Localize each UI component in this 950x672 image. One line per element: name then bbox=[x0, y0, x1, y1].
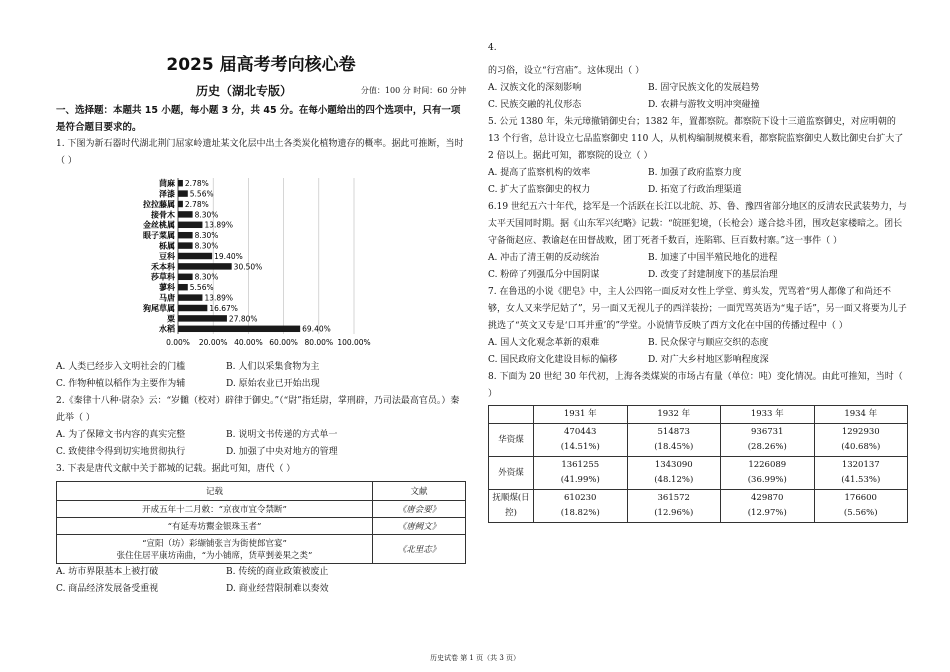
x-tick-label: 20.00% bbox=[198, 338, 228, 347]
cell-share: (41.53%) bbox=[841, 475, 881, 485]
table-cell bbox=[814, 457, 908, 490]
q1-option-c[interactable]: C. 作物种植以稻作为主要作为辅 bbox=[56, 379, 186, 389]
table-cell-record: “有延寿坊鬻金银珠玉者” bbox=[57, 518, 373, 535]
question-4-number: 4. bbox=[488, 43, 497, 53]
data-label: 2.78% bbox=[184, 179, 209, 189]
bar bbox=[178, 232, 193, 238]
question-3-options bbox=[56, 564, 466, 598]
q7-option-c[interactable]: C. 国民政府文化建设目标的偏移 bbox=[488, 355, 618, 365]
table-row-label: 外资煤 bbox=[489, 457, 534, 490]
q3-option-c[interactable]: C. 商品经济发展备受重视 bbox=[56, 584, 159, 594]
cell-value: 1226089 bbox=[748, 460, 787, 470]
q7-option-b[interactable]: B. 民众保守与顺应交织的态度 bbox=[648, 338, 769, 348]
category-label: 狗尾草属 bbox=[143, 303, 175, 313]
cell-share: (12.96%) bbox=[654, 508, 694, 518]
table-header-year: 1931 年 bbox=[534, 406, 628, 424]
category-label: 禾本科 bbox=[151, 262, 175, 272]
bar bbox=[178, 253, 212, 259]
q5-option-a[interactable]: A. 提高了监察机构的效率 bbox=[488, 168, 591, 178]
bar bbox=[178, 190, 188, 196]
cell-value: 470443 bbox=[564, 427, 597, 437]
category-label: 眼子菜属 bbox=[143, 231, 175, 241]
data-label: 19.40% bbox=[214, 251, 243, 261]
cell-share: (28.26%) bbox=[747, 442, 787, 452]
question-7-stem: 7. 在鲁迅的小说《肥皂》中，主人公四铭一面反对女性上学堂、剪头发，咒骂着“男人都像了和尚还不够，女人又来学尼姑了”，另一面又无视儿子的西洋装扮；一面咒骂英语为“鬼子话”，另一面又将要为儿子挑选了“英文又专是‘口耳并重’的”学堂。小说情节反映了西方文化在中国的传播过程中（ ） bbox=[488, 287, 907, 331]
table-header-source: 文献 bbox=[373, 482, 466, 501]
cell-value: 514873 bbox=[657, 427, 690, 437]
q6-option-a[interactable]: A. 冲击了清王朝的反动统治 bbox=[488, 253, 600, 263]
cell-value: 361572 bbox=[657, 493, 690, 503]
q3-option-a[interactable]: A. 坊市界限基本上被打破 bbox=[56, 567, 159, 577]
table-header-row bbox=[489, 406, 908, 424]
cell-share: (41.99%) bbox=[560, 475, 600, 485]
category-label: 金丝桃属 bbox=[143, 220, 175, 230]
table-row bbox=[57, 518, 466, 535]
table-row bbox=[489, 424, 908, 457]
data-label: 13.89% bbox=[204, 293, 234, 303]
q4-option-b[interactable]: B. 固守民族文化的发展趋势 bbox=[648, 83, 760, 93]
question-1-options bbox=[56, 359, 466, 393]
q7-option-a[interactable]: A. 国人文化观念革新的艰难 bbox=[488, 338, 600, 348]
exam-title: 2025 届高考考向核心卷 bbox=[166, 55, 356, 75]
q2-option-d[interactable]: D. 加强了中央对地方的管理 bbox=[226, 447, 338, 457]
data-label: 8.30% bbox=[194, 210, 219, 220]
data-label: 27.80% bbox=[228, 314, 258, 324]
q1-option-d[interactable]: D. 原始农业已开始出现 bbox=[226, 379, 320, 389]
table-cell bbox=[627, 457, 721, 490]
q2-option-c[interactable]: C. 致使律令得到切实地贯彻执行 bbox=[56, 447, 186, 457]
question-8-table bbox=[488, 405, 908, 523]
q6-option-b[interactable]: B. 加速了中国半殖民地化的进程 bbox=[648, 253, 778, 263]
q4-option-c[interactable]: C. 民族交融的礼仪形态 bbox=[488, 100, 582, 110]
table-row bbox=[489, 457, 908, 490]
q4-option-a[interactable]: A. 汉族文化的深刻影响 bbox=[488, 83, 582, 93]
question-8-stem: 8. 下面为 20 世纪 30 年代初，上海各类煤炭的市场占有量（单位：吨）变化情况。由此可推知，当时（ ） bbox=[488, 372, 903, 399]
question-5-options bbox=[488, 165, 908, 199]
q5-option-b[interactable]: B. 加强了政府监察力度 bbox=[648, 168, 742, 178]
question-1-chart bbox=[106, 174, 371, 359]
question-5-stem: 5. 公元 1380 年，朱元璋撤销御史台；1382 年，置都察院。都察院下设十三道监察御史，对应明朝的 13 个行省，总计设立七品监察御史 110 人，从机构编制规模来看，都察院监察御史人数比御史台扩大了 2 倍以上。据此可知，都察院的设立（ ） bbox=[488, 117, 904, 161]
x-tick-label: 100.00% bbox=[337, 338, 371, 347]
table-cell bbox=[534, 457, 628, 490]
question-1-stem: 1. 下图为新石器时代湖北荆门屈家岭遗址某文化层中出土各类炭化植物遗存的概率。据此可推断，当时（ ） bbox=[56, 139, 464, 166]
q4-option-d[interactable]: D. 农耕与游牧文明冲突碰撞 bbox=[648, 100, 760, 110]
x-tick-label: 60.00% bbox=[269, 338, 298, 347]
q2-option-b[interactable]: B. 说明文书传递的方式单一 bbox=[226, 430, 338, 440]
cell-share: (40.68%) bbox=[841, 442, 881, 452]
q2-option-a[interactable]: A. 为了保障文书内容的真实完整 bbox=[56, 430, 186, 440]
x-tick-label: 0.00% bbox=[166, 338, 190, 347]
exam-subtitle: 历史（湖北专版） bbox=[196, 84, 293, 98]
table-header-year: 1934 年 bbox=[814, 406, 908, 424]
cell-value: 936731 bbox=[751, 427, 784, 437]
data-label: 8.30% bbox=[194, 241, 219, 251]
cell-value: 429870 bbox=[751, 493, 784, 503]
bar bbox=[178, 294, 202, 300]
x-tick-label: 80.00% bbox=[304, 338, 334, 347]
category-label: 拉拉藤属 bbox=[143, 199, 175, 209]
q6-option-c[interactable]: C. 粉碎了列强瓜分中国阴谋 bbox=[488, 270, 600, 280]
question-3-table bbox=[56, 481, 466, 564]
q7-option-d[interactable]: D. 对广大乡村地区影响程度深 bbox=[648, 355, 769, 365]
table-cell bbox=[814, 490, 908, 523]
data-label: 8.30% bbox=[194, 231, 219, 241]
cell-share: (48.12%) bbox=[654, 475, 694, 485]
question-2-options bbox=[56, 427, 466, 461]
table-row bbox=[57, 501, 466, 518]
q3-option-d[interactable]: D. 商业经营限制难以奏效 bbox=[226, 584, 329, 594]
x-tick-label: 40.00% bbox=[234, 338, 263, 347]
category-label: 粟 bbox=[167, 314, 175, 324]
q1-option-b[interactable]: B. 人们以采集食物为主 bbox=[226, 362, 320, 372]
bar bbox=[178, 180, 183, 186]
question-6-options bbox=[488, 250, 908, 284]
category-label: 泽漆 bbox=[159, 189, 175, 199]
table-row-label: 抚顺煤(日控) bbox=[489, 490, 534, 523]
category-label: 莎草科 bbox=[151, 272, 175, 282]
cell-share: (36.99%) bbox=[747, 475, 787, 485]
table-header-record: 记载 bbox=[57, 482, 373, 501]
category-label: 水稻 bbox=[159, 324, 175, 334]
q5-option-c[interactable]: C. 扩大了监察御史的权力 bbox=[488, 185, 591, 195]
category-label: 马唐 bbox=[159, 293, 175, 303]
table-cell bbox=[721, 424, 815, 457]
bar bbox=[178, 222, 202, 228]
cell-value: 1292930 bbox=[841, 427, 880, 437]
section-heading: 一、选择题：本题共 15 小题，每小题 3 分，共 45 分。在每小题给出的四个选项中，只有一项是符合题目要求的。 bbox=[56, 105, 461, 133]
cell-share: (18.82%) bbox=[560, 508, 600, 518]
table-header-year: 1932 年 bbox=[627, 406, 721, 424]
table-cell bbox=[814, 424, 908, 457]
table-corner-cell bbox=[489, 406, 534, 424]
score-time: 分值：100 分 时间：60 分钟 bbox=[360, 86, 466, 95]
q3-option-b[interactable]: B. 传统的商业政策被废止 bbox=[226, 567, 329, 577]
table-header-year: 1933 年 bbox=[721, 406, 815, 424]
table-row-label: 华资煤 bbox=[489, 424, 534, 457]
bar bbox=[178, 315, 227, 321]
bar bbox=[178, 326, 300, 332]
table-cell bbox=[721, 490, 815, 523]
cell-value: 610230 bbox=[564, 493, 597, 503]
category-label: 栎属 bbox=[159, 241, 175, 251]
q1-option-a[interactable]: A. 人类已经步入文明社会的门槛 bbox=[56, 362, 186, 372]
left-column bbox=[56, 40, 466, 598]
category-label: 茼麻 bbox=[159, 179, 175, 189]
table-cell bbox=[721, 457, 815, 490]
data-label: 16.67% bbox=[209, 303, 238, 313]
table-cell bbox=[534, 424, 628, 457]
table-cell bbox=[534, 490, 628, 523]
right-column bbox=[488, 40, 908, 523]
q6-option-d[interactable]: D. 改变了封建制度下的基层治理 bbox=[648, 270, 778, 280]
data-label: 5.56% bbox=[189, 283, 214, 293]
bar bbox=[178, 263, 232, 269]
question-4-stem: 的习俗，设立“行宫庙”。这体现出（ ） bbox=[488, 66, 645, 76]
data-label: 69.40% bbox=[302, 324, 331, 334]
table-cell-record: 开成五年十二月敕：“京夜市宜令禁断” bbox=[57, 501, 373, 518]
cell-value: 1361255 bbox=[561, 460, 600, 470]
bar bbox=[178, 211, 193, 217]
data-label: 5.56% bbox=[189, 189, 214, 199]
subtitle-row bbox=[56, 80, 466, 102]
bar bbox=[178, 284, 188, 290]
data-label: 2.78% bbox=[184, 199, 209, 209]
cell-share: (12.97%) bbox=[747, 508, 787, 518]
cell-value: 1343090 bbox=[654, 460, 693, 470]
question-6-stem: 6.19 世纪五六十年代，捻军是一个活跃在长江以北皖、苏、鲁、豫四省部分地区的反清农民武装势力，与太平天国同时期。据《山东军兴纪略》记载：“皖匪犯境，（长枪会）遂合捻斗团，围攻赵家楼暗之。团长守备衙赵应、教谕赵在田督战败，团丁死者千数百，连陷郓、巨百数村寨。”这一事件（ ） bbox=[488, 202, 907, 246]
data-label: 30.50% bbox=[233, 262, 263, 272]
table-cell-source: 《唐阙文》 bbox=[373, 518, 466, 535]
bar bbox=[178, 201, 183, 207]
category-label: 蓼科 bbox=[159, 283, 175, 293]
cell-share: (14.51%) bbox=[560, 442, 600, 452]
table-cell bbox=[627, 490, 721, 523]
question-4-options bbox=[488, 80, 908, 114]
table-cell-record-line: “宣阳（坊）彩缬铺张言为街使郎官宴” bbox=[142, 539, 287, 549]
bar bbox=[178, 305, 207, 311]
data-label: 8.30% bbox=[194, 272, 219, 282]
bar-chart bbox=[106, 174, 371, 359]
table-cell-record-line: 张住住居平康坊南曲，“为小铺席，货草剉姜果之类” bbox=[116, 551, 313, 561]
table-row bbox=[57, 535, 466, 564]
question-3-stem: 3. 下表是唐代文献中关于都城的记载。据此可知，唐代（ ） bbox=[56, 464, 296, 474]
table-cell bbox=[627, 424, 721, 457]
question-2-stem: 2.《秦律十八种·尉杂》云：“岁雠（校对）辟律于御史。”（“尉”指廷尉，掌刑辟，乃司法最高官员。）秦此举（ ） bbox=[56, 396, 460, 423]
table-cell-source: 《北里志》 bbox=[373, 535, 466, 564]
table-header-row bbox=[57, 482, 466, 501]
cell-value: 176600 bbox=[844, 493, 877, 503]
cell-share: (18.45%) bbox=[654, 442, 694, 452]
bar bbox=[178, 274, 193, 280]
category-label: 接骨木 bbox=[151, 210, 175, 220]
category-label: 豆科 bbox=[159, 251, 175, 261]
question-7-options bbox=[488, 335, 908, 369]
table-row bbox=[489, 490, 908, 523]
bar bbox=[178, 242, 193, 248]
table-cell-record bbox=[57, 535, 373, 564]
data-label: 13.89% bbox=[204, 220, 234, 230]
q5-option-d[interactable]: D. 拓宽了行政治理渠道 bbox=[648, 185, 742, 195]
cell-share: (5.56%) bbox=[843, 508, 878, 518]
table-cell-source: 《唐会要》 bbox=[373, 501, 466, 518]
cell-value: 1320137 bbox=[841, 460, 880, 470]
page-footer: 历史试卷 第 1 页（共 3 页） bbox=[429, 654, 521, 662]
